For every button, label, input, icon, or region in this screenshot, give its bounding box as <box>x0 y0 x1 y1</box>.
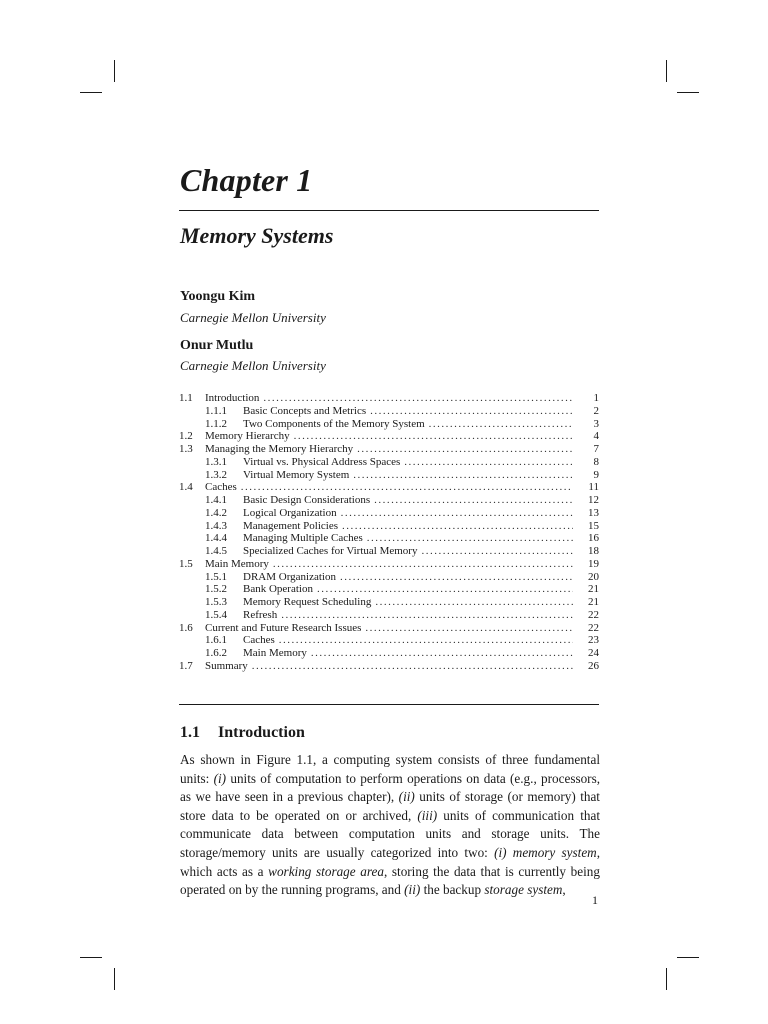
toc-entry-number: 1.4 <box>179 481 193 494</box>
crop-mark-bottom-left-h <box>80 957 102 958</box>
toc-entry-page: 2 <box>593 404 599 417</box>
toc-entry-page: 4 <box>593 430 599 443</box>
toc-leader-dots <box>365 622 573 635</box>
toc-leader-dots <box>375 596 573 609</box>
toc-entry-number: 1.1.1 <box>205 404 227 417</box>
toc-entry-title: Basic Design Considerations <box>243 494 371 506</box>
author-name: Onur Mutlu <box>180 338 254 353</box>
toc-entry-title: Basic Concepts and Metrics <box>243 404 367 417</box>
toc-leader-dots <box>252 660 573 673</box>
crop-mark-top-left-v <box>114 60 115 82</box>
toc-entry-page: 1 <box>593 392 599 404</box>
toc-entry[interactable] <box>179 532 599 545</box>
toc-leader-dots <box>281 609 573 622</box>
paragraph-text: , storing the data that is currently being operated on by the running programs, and <box>180 863 600 898</box>
toc-entry-title: Bank Operation <box>243 583 313 596</box>
toc-entry-title: Memory Hierarchy <box>205 430 290 443</box>
toc-entry-page: 9 <box>593 468 599 481</box>
toc-leader-dots <box>317 583 573 596</box>
toc-entry[interactable] <box>179 660 599 673</box>
toc-entry-number: 1.3.1 <box>205 455 227 468</box>
toc-entry-page: 3 <box>593 417 599 430</box>
title-rule <box>179 210 599 211</box>
section-rule <box>179 704 599 705</box>
toc-entry-page: 20 <box>588 570 599 583</box>
toc-leader-dots <box>263 392 573 405</box>
toc-entry-title: Specialized Caches for Virtual Memory <box>243 545 418 557</box>
toc-leader-dots <box>404 456 573 469</box>
toc-entry-number: 1.5 <box>179 557 193 570</box>
italic-text: working storage area <box>268 863 384 879</box>
toc-entry[interactable] <box>179 418 599 431</box>
toc-entry-number: 1.4.4 <box>205 532 227 545</box>
toc-entry-page: 19 <box>588 557 599 570</box>
toc-entry[interactable] <box>179 622 599 635</box>
toc-leader-dots <box>429 418 573 431</box>
toc-entry-page: 22 <box>588 608 599 621</box>
toc-entry-page: 24 <box>588 647 599 659</box>
toc-entry-number: 1.6.1 <box>205 634 227 647</box>
toc-entry[interactable] <box>179 520 599 533</box>
toc-entry-number: 1.3 <box>179 443 193 455</box>
toc-entry[interactable] <box>179 456 599 469</box>
toc-leader-dots <box>342 520 573 533</box>
section-title: Introduction <box>218 724 305 741</box>
toc-entry-number: 1.7 <box>179 659 193 672</box>
toc-entry-title: Caches <box>205 481 237 494</box>
toc-entry-number: 1.4.2 <box>205 506 227 519</box>
toc-entry[interactable] <box>179 545 599 558</box>
toc-leader-dots <box>279 634 573 647</box>
toc-entry-title: Current and Future Research Issues <box>205 621 362 634</box>
toc-leader-dots <box>340 571 573 584</box>
paragraph-text: units of storage (or memory) that store data to be operated on or archived, <box>180 789 600 823</box>
toc-entry-title: Caches <box>243 634 275 647</box>
paragraph-text: the backup <box>420 882 485 898</box>
toc-entry-number: 1.4.3 <box>205 519 227 532</box>
toc-entry-page: 7 <box>593 443 599 455</box>
toc-entry[interactable] <box>179 443 599 456</box>
toc-entry-number: 1.6.2 <box>205 647 227 659</box>
paragraph-text: units of communication that communicate data between computation units and storage units. The storage/memory units are usually categorized into two: <box>180 807 600 860</box>
toc-entry-title: Managing the Memory Hierarchy <box>205 443 354 455</box>
toc-entry-number: 1.5.2 <box>205 583 227 596</box>
crop-mark-top-right-h <box>677 92 699 93</box>
toc-leader-dots <box>421 545 573 558</box>
toc-entry-page: 23 <box>588 634 599 647</box>
paragraph-text: , <box>562 882 566 898</box>
toc-entry[interactable] <box>179 481 599 494</box>
toc-entry-title: Virtual Memory System <box>243 468 350 481</box>
toc-entry[interactable] <box>179 609 599 622</box>
page-number: 1 <box>592 893 598 907</box>
toc-entry-title: DRAM Organization <box>243 570 336 583</box>
author-affiliation: Carnegie Mellon University <box>180 310 326 325</box>
toc-entry-page: 13 <box>588 506 599 519</box>
toc-leader-dots <box>374 494 573 507</box>
toc-entry[interactable] <box>179 392 599 405</box>
toc-leader-dots <box>353 469 573 482</box>
toc-entry[interactable] <box>179 647 599 660</box>
author-affiliation: Carnegie Mellon University <box>180 358 326 373</box>
toc-entry-page: 8 <box>593 455 599 468</box>
section-number: 1.1 <box>180 724 200 741</box>
toc-entry-page: 22 <box>588 621 599 634</box>
toc-entry-number: 1.3.2 <box>205 468 227 481</box>
table-of-contents <box>179 392 599 673</box>
toc-entry[interactable] <box>179 430 599 443</box>
crop-mark-bottom-right-v <box>666 968 667 990</box>
toc-entry[interactable] <box>179 494 599 507</box>
toc-entry-number: 1.1 <box>179 392 193 404</box>
toc-entry[interactable] <box>179 469 599 482</box>
toc-leader-dots <box>273 558 573 571</box>
crop-mark-top-left-h <box>80 92 102 93</box>
toc-leader-dots <box>367 532 573 545</box>
body-paragraph <box>180 751 600 900</box>
toc-entry[interactable] <box>179 571 599 584</box>
author-name: Yoongu Kim <box>180 289 256 304</box>
chapter-subtitle: Memory Systems <box>180 223 334 248</box>
toc-entry-title: Summary <box>205 659 248 672</box>
toc-leader-dots <box>341 507 573 520</box>
toc-entry-title: Two Components of the Memory System <box>243 417 425 430</box>
toc-leader-dots <box>357 443 573 456</box>
italic-text: (i) memory system <box>494 844 597 860</box>
toc-entry[interactable] <box>179 405 599 418</box>
toc-leader-dots <box>241 481 573 494</box>
toc-entry-title: Logical Organization <box>243 506 337 519</box>
crop-mark-bottom-right-h <box>677 957 699 958</box>
toc-entry-page: 26 <box>588 659 599 672</box>
toc-entry-number: 1.5.3 <box>205 596 227 608</box>
toc-entry-title: Managing Multiple Caches <box>243 532 363 545</box>
toc-leader-dots <box>370 405 573 418</box>
toc-entry[interactable] <box>179 596 599 609</box>
crop-mark-bottom-left-v <box>114 968 115 990</box>
paragraph-text: , which acts as a <box>180 844 600 879</box>
italic-text: (ii) <box>398 789 415 805</box>
toc-entry-page: 21 <box>588 596 599 608</box>
toc-entry-title: Introduction <box>205 392 260 404</box>
toc-entry-number: 1.4.1 <box>205 494 227 506</box>
toc-entry-page: 11 <box>588 481 599 494</box>
toc-entry-page: 12 <box>588 494 599 506</box>
toc-entry[interactable] <box>179 634 599 647</box>
toc-entry[interactable] <box>179 507 599 520</box>
toc-entry-title: Main Memory <box>243 647 307 659</box>
chapter-title: Chapter 1 <box>180 162 313 198</box>
toc-entry-number: 1.5.1 <box>205 570 227 583</box>
toc-leader-dots <box>294 430 573 443</box>
italic-text: (i) <box>213 770 227 786</box>
toc-entry-title: Management Policies <box>243 519 339 532</box>
toc-entry-number: 1.4.5 <box>205 545 227 557</box>
toc-entry-number: 1.6 <box>179 621 193 634</box>
toc-entry[interactable] <box>179 583 599 596</box>
toc-entry-page: 21 <box>588 583 599 596</box>
toc-entry-title: Virtual vs. Physical Address Spaces <box>243 455 401 468</box>
toc-entry-page: 16 <box>588 532 599 545</box>
toc-leader-dots <box>311 647 573 660</box>
toc-entry[interactable] <box>179 558 599 571</box>
toc-entry-page: 15 <box>588 519 599 532</box>
italic-text: (iii) <box>417 807 438 823</box>
toc-entry-title: Memory Request Scheduling <box>243 596 372 608</box>
section-heading <box>180 724 305 742</box>
paragraph-text: As shown in Figure 1.1, a computing system consists of three fundamental units: <box>180 752 600 786</box>
italic-text: storage system <box>484 882 563 898</box>
crop-mark-top-right-v <box>666 60 667 82</box>
toc-entry-title: Main Memory <box>205 557 269 570</box>
toc-entry-number: 1.1.2 <box>205 417 227 430</box>
paragraph-text: units of computation to perform operations on data (e.g., processors, as we have seen in a previous chapter), <box>180 770 600 805</box>
toc-entry-number: 1.2 <box>179 430 193 443</box>
toc-entry-title: Refresh <box>243 608 278 621</box>
italic-text: (ii) <box>404 882 421 898</box>
toc-entry-page: 18 <box>588 545 599 557</box>
toc-entry-number: 1.5.4 <box>205 608 227 621</box>
